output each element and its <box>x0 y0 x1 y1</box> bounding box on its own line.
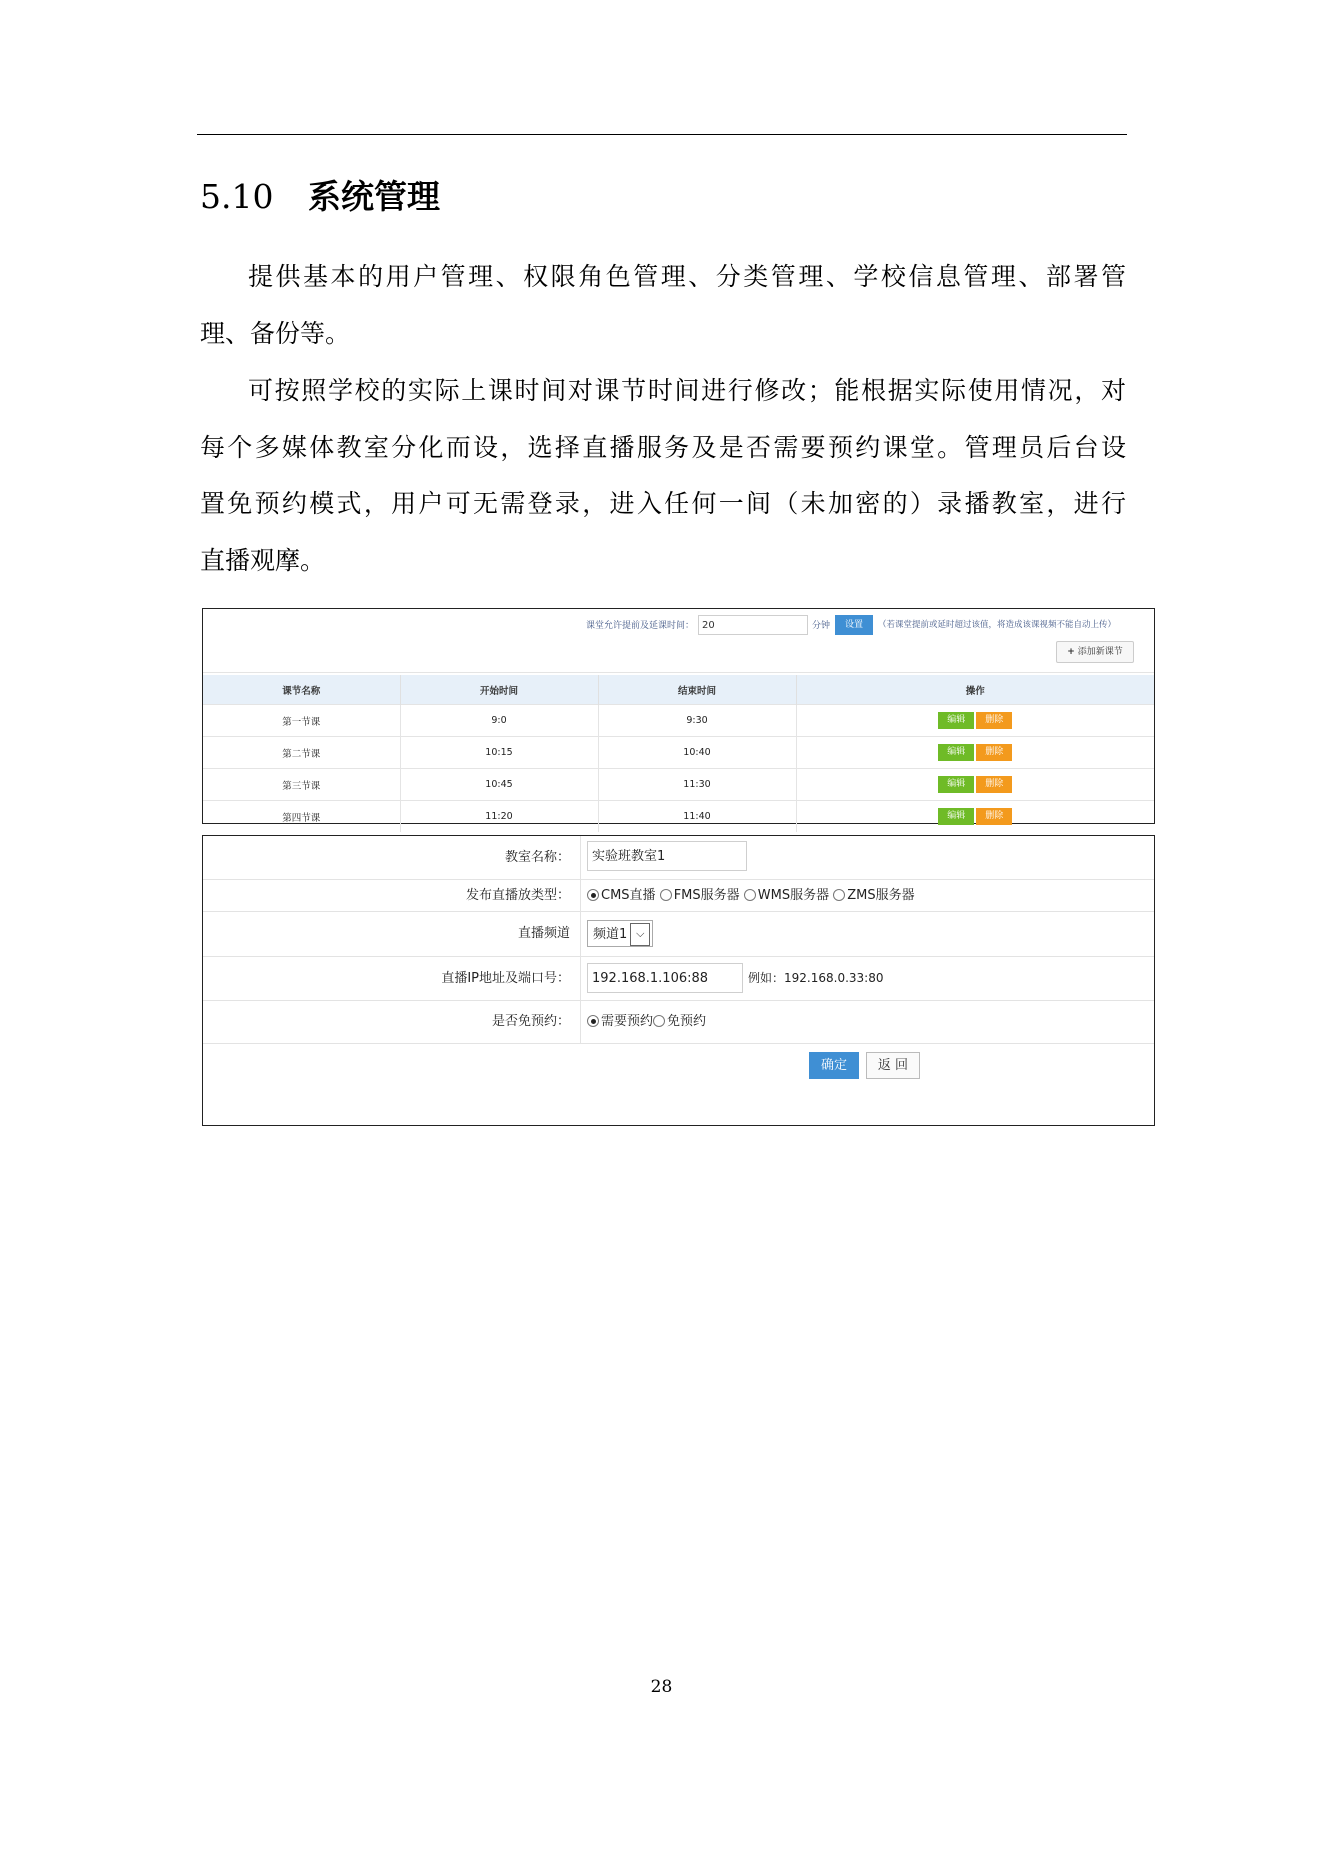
period-actions <box>796 769 1154 801</box>
section-number: 5.10 <box>200 177 274 216</box>
advance-time-unit: 分钟 <box>812 621 831 631</box>
paragraph-line: 置免预约模式，用户可无需登录，进入任何一间（未加密的）录播教室，进行 <box>200 489 1126 518</box>
period-actions <box>796 705 1154 737</box>
live-type-label: 发布直播放类型： <box>465 888 570 903</box>
periods-table <box>203 675 1154 832</box>
channel-label: 直播频道 <box>517 926 570 941</box>
period-start: 9:0 <box>400 705 598 737</box>
radio-fms[interactable] <box>660 889 672 901</box>
column-header: 结束时间 <box>598 675 796 705</box>
channel-select[interactable] <box>587 920 653 947</box>
plus-icon: + <box>1067 647 1075 657</box>
form-divider <box>580 912 581 956</box>
paragraph-2 <box>200 363 1126 589</box>
paragraph-line: 提供基本的用户管理、权限角色管理、分类管理、学校信息管理、部署管 <box>248 262 1126 291</box>
period-actions <box>796 801 1154 833</box>
channel-value: 频道1 <box>593 927 628 942</box>
section-heading <box>200 175 440 219</box>
delete-button[interactable]: 删除 <box>976 808 1012 825</box>
advance-time-tip: （若课堂提前或延时超过该值，将造成该课视频不能自动上传） <box>878 620 1117 630</box>
period-end: 9:30 <box>598 705 796 737</box>
period-name: 第三节课 <box>203 769 400 801</box>
radio-need-appointment[interactable] <box>587 1015 599 1027</box>
classroom-name-label: 教室名称： <box>504 850 570 865</box>
form-divider <box>580 1001 581 1043</box>
edit-button[interactable]: 编辑 <box>938 712 974 729</box>
classroom-name-input[interactable]: 实验班教室1 <box>587 841 747 871</box>
radio-label: CMS直播 <box>601 888 656 903</box>
period-start: 10:45 <box>400 769 598 801</box>
radio-label: WMS服务器 <box>757 888 830 903</box>
back-button[interactable]: 返 回 <box>866 1052 920 1079</box>
channel-row <box>203 912 1154 957</box>
appointment-options <box>587 1001 706 1043</box>
paragraph-line: 理、备份等。 <box>200 318 351 348</box>
delete-button[interactable]: 删除 <box>976 744 1012 761</box>
live-type-options <box>587 880 915 911</box>
form-divider <box>580 957 581 1000</box>
ip-label: 直播IP地址及端口号： <box>441 971 570 986</box>
ip-row <box>203 957 1154 1001</box>
ip-example: 例如：192.168.0.33:80 <box>748 971 884 985</box>
period-end: 10:40 <box>598 737 796 769</box>
delete-button[interactable]: 删除 <box>976 776 1012 793</box>
advance-time-label: 课堂允许提前及延课时间： <box>586 621 695 631</box>
period-settings-panel <box>202 608 1155 824</box>
classroom-name-row <box>203 836 1154 880</box>
header-rule <box>197 134 1127 135</box>
paragraph-line: 可按照学校的实际上课时间对课节时间进行修改；能根据实际使用情况，对 <box>248 376 1126 405</box>
advance-time-input[interactable]: 20 <box>698 615 808 635</box>
period-actions <box>796 737 1154 769</box>
period-name: 第一节课 <box>203 705 400 737</box>
column-header: 操作 <box>796 675 1154 705</box>
edit-button[interactable]: 编辑 <box>938 744 974 761</box>
add-period-button[interactable] <box>1056 641 1134 663</box>
column-header: 开始时间 <box>400 675 598 705</box>
table-row <box>203 705 1154 737</box>
paragraph-line: 直播观摩。 <box>200 545 326 575</box>
chevron-down-icon: ⌵ <box>630 923 650 946</box>
radio-label: ZMS服务器 <box>847 888 915 903</box>
radio-zms[interactable] <box>833 889 845 901</box>
section-title: 系统管理 <box>308 177 440 216</box>
table-row <box>203 801 1154 833</box>
radio-cms[interactable] <box>587 889 599 901</box>
appointment-label: 是否免预约： <box>491 1014 570 1029</box>
radio-label: FMS服务器 <box>673 888 740 903</box>
table-row <box>203 737 1154 769</box>
table-header-row <box>203 675 1154 705</box>
table-row <box>203 769 1154 801</box>
period-start: 11:20 <box>400 801 598 833</box>
edit-button[interactable]: 编辑 <box>938 776 974 793</box>
radio-no-appointment[interactable] <box>653 1015 665 1027</box>
edit-button[interactable]: 编辑 <box>938 808 974 825</box>
period-start: 10:15 <box>400 737 598 769</box>
radio-label: 需要预约 <box>601 1014 654 1029</box>
period-settings-bar <box>203 609 1154 673</box>
delete-button[interactable]: 删除 <box>976 712 1012 729</box>
period-end: 11:30 <box>598 769 796 801</box>
radio-wms[interactable] <box>744 889 756 901</box>
live-type-row <box>203 880 1154 912</box>
page-number: 28 <box>650 1677 673 1697</box>
paragraph-line: 每个多媒体教室分化而设，选择直播服务及是否需要预约课堂。管理员后台设 <box>200 432 1126 462</box>
paragraph-1 <box>200 249 1126 362</box>
form-divider <box>580 880 581 911</box>
form-divider <box>580 836 581 879</box>
add-period-label: 添加新课节 <box>1077 647 1123 657</box>
period-name: 第四节课 <box>203 801 400 833</box>
period-end: 11:40 <box>598 801 796 833</box>
appointment-row <box>203 1001 1154 1044</box>
radio-label: 免预约 <box>667 1014 707 1029</box>
classroom-form-panel <box>202 835 1155 1126</box>
confirm-button[interactable]: 确定 <box>809 1052 859 1079</box>
set-button[interactable]: 设置 <box>835 615 873 635</box>
ip-input[interactable]: 192.168.1.106:88 <box>587 963 743 993</box>
column-header: 课节名称 <box>203 675 400 705</box>
period-name: 第二节课 <box>203 737 400 769</box>
